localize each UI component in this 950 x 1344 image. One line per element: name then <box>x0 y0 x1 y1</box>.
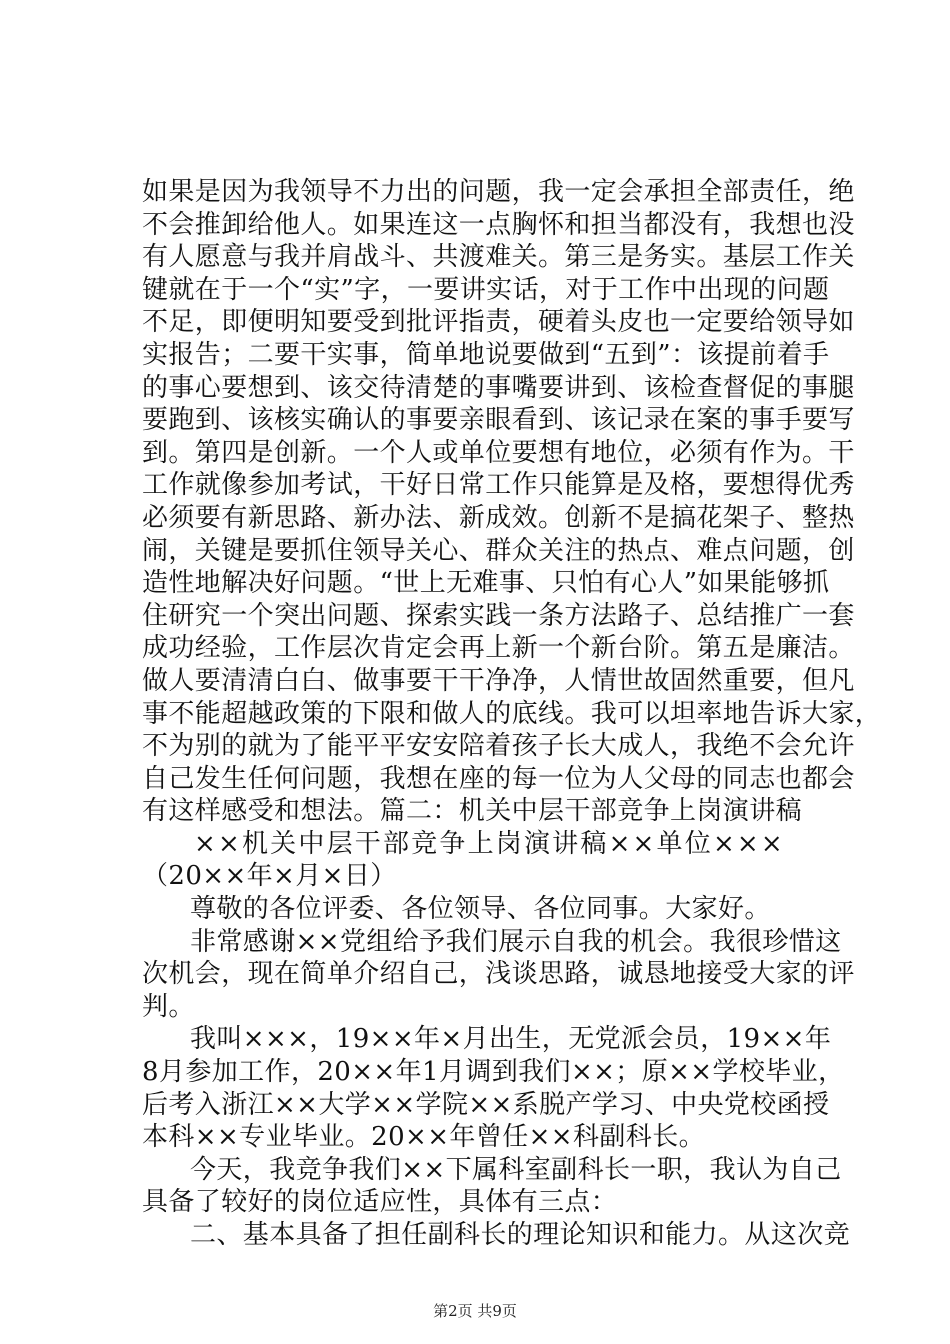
text-line: 次机会，现在简单介绍自己，浅谈思路，诚恳地接受大家的评 <box>142 959 855 990</box>
text-line: 如果是因为我领导不力出的问题，我一定会承担全部责任，绝 <box>142 177 855 207</box>
text-line: 事不能超越政策的下限和做人的底线。我可以坦率地告诉大家， <box>142 698 882 729</box>
text-line: 造性地解决好问题。“世上无难事、只怕有心人”如果能够抓 <box>142 568 830 599</box>
text-line: 不足，即便明知要受到批评指责，硬着头皮也一定要给领导如 <box>142 307 855 338</box>
text-line: 必须要有新思路、新办法、新成效。创新不是搞花架子、整热 <box>142 502 855 533</box>
text-line: 有人愿意与我并肩战斗、共渡难关。第三是务实。基层工作关 <box>142 242 855 273</box>
text-line: 实报告；二要干实事，简单地说要做到“五到”：该提前着手 <box>142 339 830 370</box>
text-line: 要跑到、该核实确认的事要亲眼看到、该记录在案的事手要写 <box>142 405 855 436</box>
text-line: 有这样感受和想法。篇二：机关中层干部竞争上岗演讲稿 <box>142 796 803 827</box>
text-line: 不会推卸给他人。如果连这一点胸怀和担当都没有，我想也没 <box>142 209 855 240</box>
text-line: 后考入浙江××大学××学院××系脱产学习、中央党校函授 <box>142 1089 830 1120</box>
greeting-line: 尊敬的各位评委、各位领导、各位同事。大家好。 <box>190 894 771 925</box>
text-line: 不为别的就为了能平平安安陪着孩子长大成人，我绝不会允许 <box>142 731 855 762</box>
text-line: 键就在于一个“实”字，一要讲实话，对于工作中出现的问题 <box>142 274 830 305</box>
text-line: 工作就像参加考试，干好日常工作只能算是及格，要想得优秀 <box>142 470 855 501</box>
text-line: 判。 <box>142 991 195 1022</box>
text-line: 住研究一个突出问题、探索实践一条方法路子、总结推广一套 <box>142 600 855 631</box>
speech-date-line: （20××年×月×日） <box>142 861 397 892</box>
text-line: 我叫×××，19××年×月出生，无党派会员，19××年 <box>190 1024 832 1055</box>
text-line: 做人要清清白白、做事要干干净净，人情世故固然重要，但凡 <box>142 665 855 696</box>
text-line: 自己发生任何问题，我想在座的每一位为人父母的同志也都会 <box>142 763 855 794</box>
speech-title-line: ××机关中层干部竞争上岗演讲稿××单位××× <box>194 828 785 859</box>
text-line: 到。第四是创新。一个人或单位要想有地位，必须有作为。干 <box>142 437 855 468</box>
page-number-footer: 第2页 共9页 <box>433 1302 517 1320</box>
document-body <box>142 176 882 1252</box>
text-line: 本科××专业毕业。20××年曾任××科副科长。 <box>142 1122 705 1153</box>
text-line: 闹，关键是要抓住领导关心、群众关注的热点、难点问题，创 <box>142 535 855 566</box>
text-line: 非常感谢××党组给予我们展示自我的机会。我很珍惜这 <box>190 926 842 957</box>
text-line: 具备了较好的岗位适应性，具体有三点： <box>142 1187 618 1218</box>
text-line: 成功经验，工作层次肯定会再上新一个新台阶。第五是廉洁。 <box>142 633 855 664</box>
text-line: 二、基本具备了担任副科长的理论知识和能力。从这次竞 <box>190 1220 851 1250</box>
text-line: 今天，我竞争我们××下属科室副科长一职，我认为自己 <box>190 1154 842 1185</box>
text-line: 的事心要想到、该交待清楚的事嘴要讲到、该检查督促的事腿 <box>142 372 855 403</box>
text-line: 8月参加工作，20××年1月调到我们××；原××学校毕业， <box>142 1057 845 1088</box>
